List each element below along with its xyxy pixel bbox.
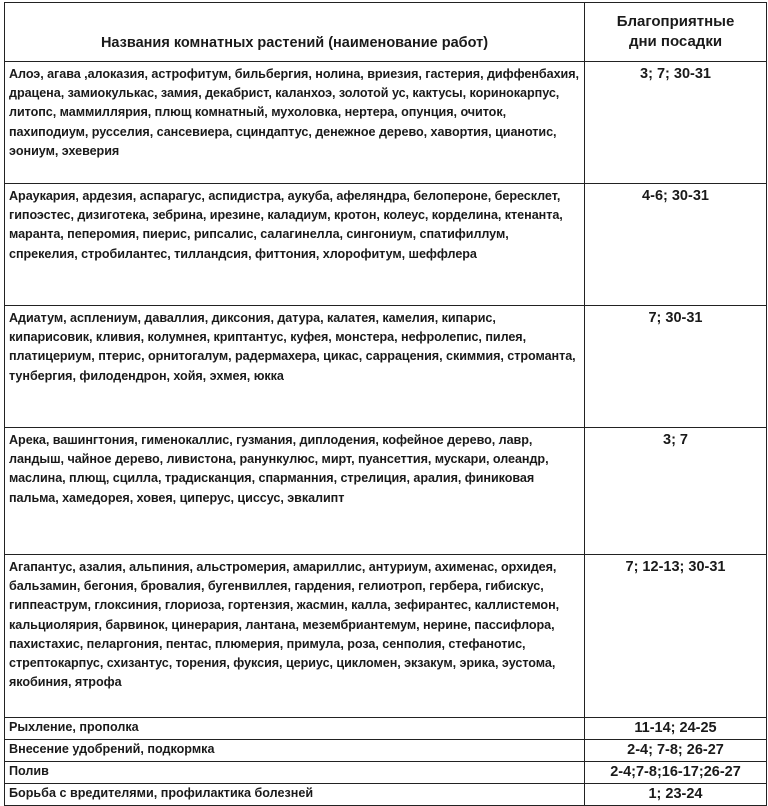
work-name: Внесение удобрений, подкормка	[5, 740, 585, 762]
plant-list: Алоэ, агава ,алоказия, астрофитум, бильбергия, нолина, вриезия, гастерия, диффенбахия, драцена, замиокулькас, замия, декабрист, каланхоэ, золотой ус, кактусы, коринокарпус, литопс, маммиллярия, плющ комнатный, мухоловка, нертера, опунция, очиток, пахиподиум, русселия, сансевиера, сциндаптус, денежное дерево, хавортия, цианотис, эониум, эхеверия	[5, 62, 585, 184]
planting-days: 7; 12-13; 30-31	[585, 555, 767, 718]
planting-days: 7; 30-31	[585, 306, 767, 428]
table-row	[5, 428, 767, 555]
planting-days: 3; 7; 30-31	[585, 62, 767, 184]
work-days: 2-4; 7-8; 26-27	[585, 740, 767, 762]
planting-days: 3; 7	[585, 428, 767, 555]
work-days: 11-14; 24-25	[585, 718, 767, 740]
planting-calendar-table	[4, 2, 767, 806]
work-name: Рыхление, прополка	[5, 718, 585, 740]
work-days: 2-4;7-8;16-17;26-27	[585, 762, 767, 784]
plant-list: Адиатум, асплениум, даваллия, диксония, датура, калатея, камелия, кипарис, кипарисовик, кливия, колумнея, криптантус, куфея, монстера, нефролепис, пилея, платицериум, птерис, орнитогалум, радермахера, цикас, саррацения, скиммия, строманта, тунбергия, филодендрон, хойя, эхмея, юкка	[5, 306, 585, 428]
plant-list: Араукария, ардезия, аспарагус, аспидистра, аукуба, афеляндра, белопероне, бересклет, гипоэстес, дизиготека, зебрина, ирезине, каладиум, кротон, колеус, корделина, ктенанта, маранта, пеперомия, пиерис, рипсалис, салагинелла, сингониум, спатифиллум, спрекелия, стробилантес, тилландсия, фиттония, хлорофитум, шеффлера	[5, 184, 585, 306]
table-row	[5, 184, 767, 306]
header-days-line1: Благоприятные	[616, 13, 735, 30]
work-days: 1; 23-24	[585, 784, 767, 806]
work-name: Борьба с вредителями, профилактика болезней	[5, 784, 585, 806]
planting-days: 4-6; 30-31	[585, 184, 767, 306]
header-days	[585, 3, 767, 62]
work-name: Полив	[5, 762, 585, 784]
table-header-row	[5, 3, 767, 62]
plant-list: Агапантус, азалия, альпиния, альстромерия, амариллис, антуриум, ахименас, орхидея, бальзамин, бегония, бровалия, бугенвиллея, гардения, гелиотроп, гербера, гибискус, гиппеаструм, глоксиния, глориоза, гортензия, жасмин, калла, зефирантес, каллистемон, кальциолярия, барвинок, цинерария, лантана, мезембриантемум, нерине, пассифлора, пахистахис, пеларгония, пентас, плюмерия, примула, роза, сенполия, стефанотис, стрептокарпус, схизантус, торения, фуксия, цериус, цикломен, экзакум, эрика, эустома, якобиния, ятрофа	[5, 555, 585, 718]
plant-list: Арека, вашингтония, гименокаллис, гузмания, диплодения, кофейное дерево, лавр, ландыш, чайное дерево, ливистона, ранункулюс, мирт, пуансеттия, мускари, олеандр, маслина, плющ, сцилла, традисканция, спарманния, стрелиция, аралия, финиковая пальма, хамедорея, ховея, циперус, циссус, эвкалипт	[5, 428, 585, 555]
table-row	[5, 306, 767, 428]
header-days-line2: дни посадки	[628, 33, 723, 50]
work-row	[5, 718, 767, 740]
work-row	[5, 740, 767, 762]
table-row	[5, 62, 767, 184]
table-row	[5, 555, 767, 718]
header-names: Названия комнатных растений (наименование работ)	[5, 3, 585, 62]
work-row	[5, 762, 767, 784]
